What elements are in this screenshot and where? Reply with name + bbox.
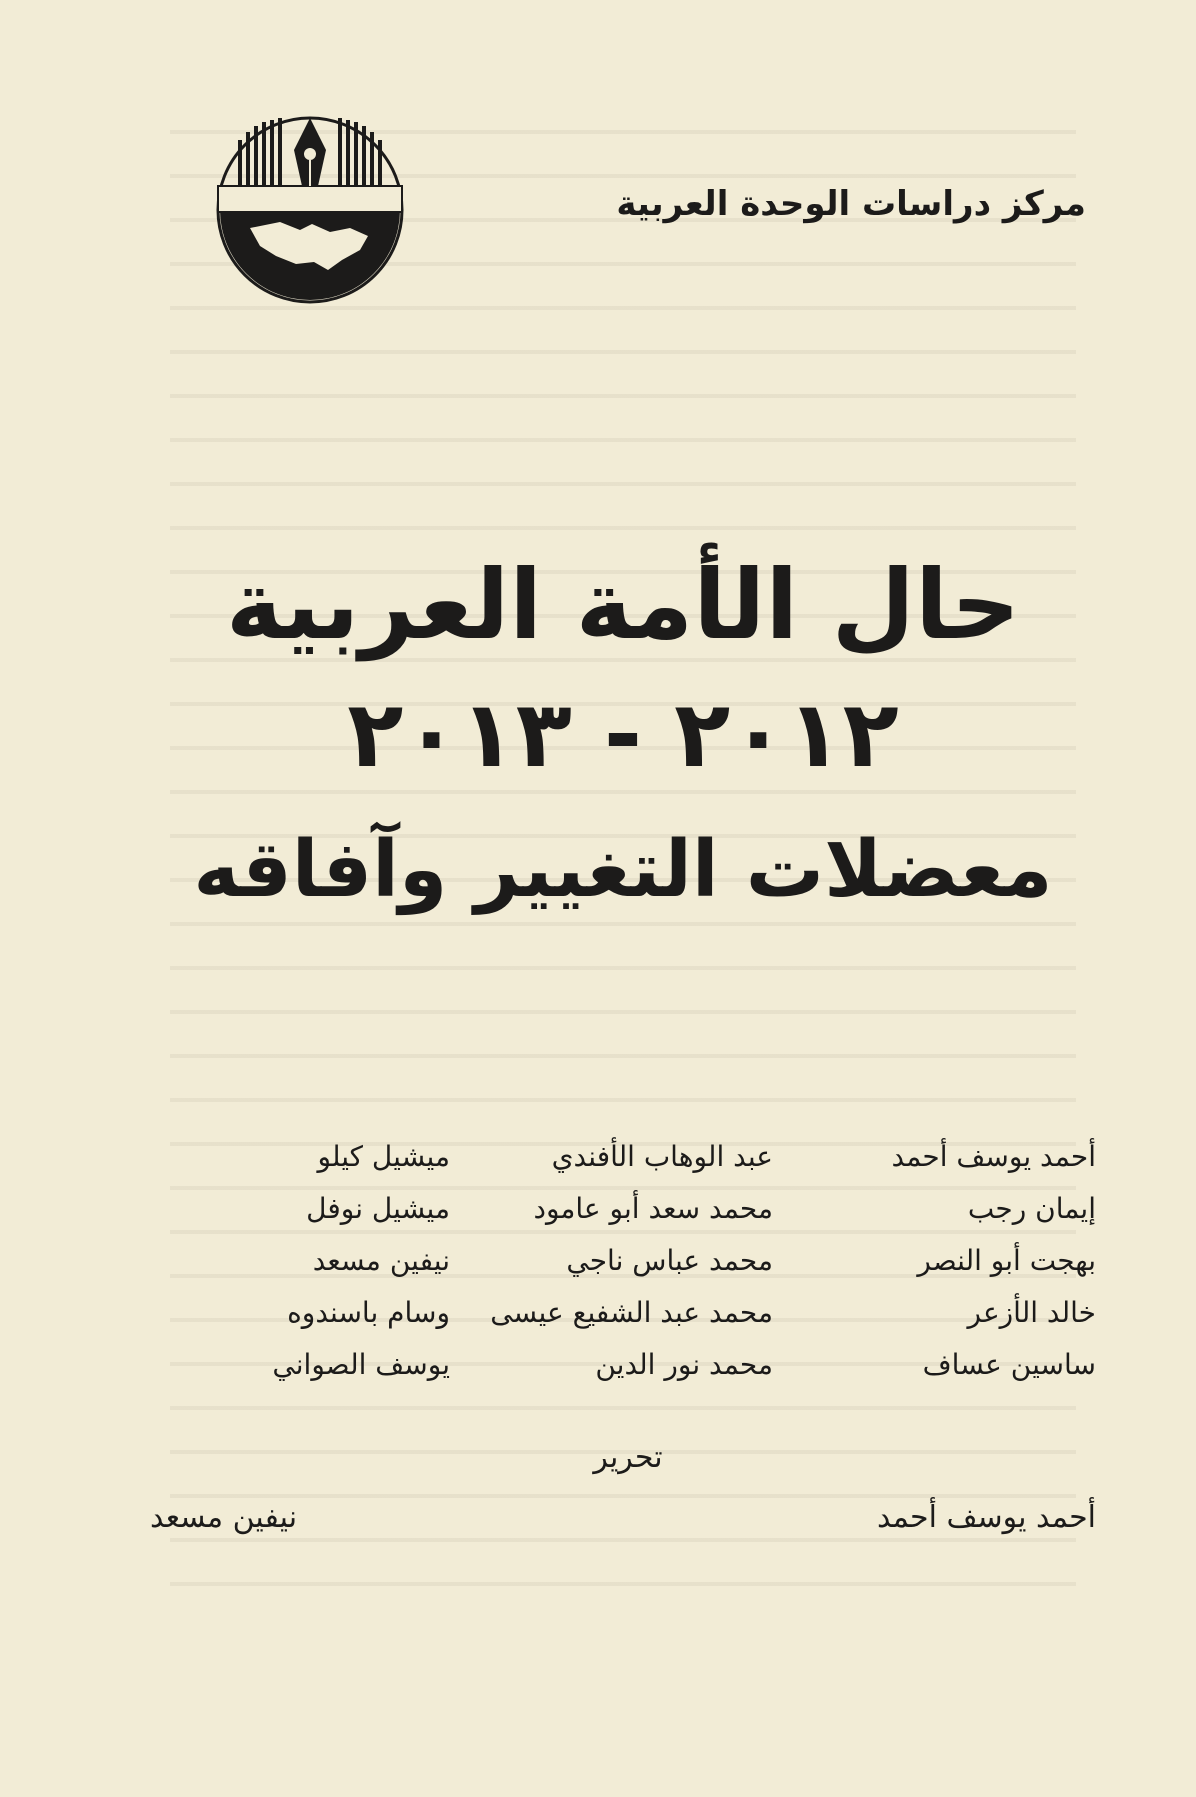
author-name: محمد عباس ناجي [566,1243,773,1277]
publisher-name: مركز دراسات الوحدة العربية [616,184,1086,224]
author-name: يوسف الصواني [272,1347,450,1381]
editors-list [150,1500,1096,1535]
author-name: ميشيل نوفل [306,1191,450,1225]
book-title: حال الأمة العربية [225,549,1021,661]
author-name: محمد عبد الشفيع عيسى [490,1295,773,1329]
author-row [150,1338,1096,1390]
author-name: بهجت أبو النصر [917,1243,1096,1277]
author-name: نيفين مسعد [312,1243,450,1277]
author-row [150,1130,1096,1182]
author-name: وسام باسندوه [287,1295,450,1329]
author-name: إيمان رجب [967,1191,1096,1225]
editor-name: نيفين مسعد [150,1500,298,1535]
author-name: عبد الوهاب الأفندي [551,1139,773,1173]
book-subtitle: معضلات التغيير وآفاقه [193,825,1053,915]
author-row [150,1182,1096,1234]
editing-label: تحرير [593,1440,663,1475]
header [200,110,1096,310]
author-name: ساسين عساف [922,1347,1096,1381]
publisher-logo-icon [210,110,410,310]
author-name: خالد الأزعر [967,1295,1096,1329]
author-name: ميشيل كيلو [317,1139,450,1173]
author-name: أحمد يوسف أحمد [891,1139,1096,1173]
authors-list [150,1130,1096,1390]
author-name: محمد سعد أبو عامود [533,1191,773,1225]
author-row [150,1234,1096,1286]
title-block [150,545,1096,925]
editor-name: أحمد يوسف أحمد [876,1500,1096,1535]
author-row [150,1286,1096,1338]
book-years: ٢٠١٢ - ٢٠١٣ [347,681,899,788]
author-name: محمد نور الدين [595,1347,773,1381]
